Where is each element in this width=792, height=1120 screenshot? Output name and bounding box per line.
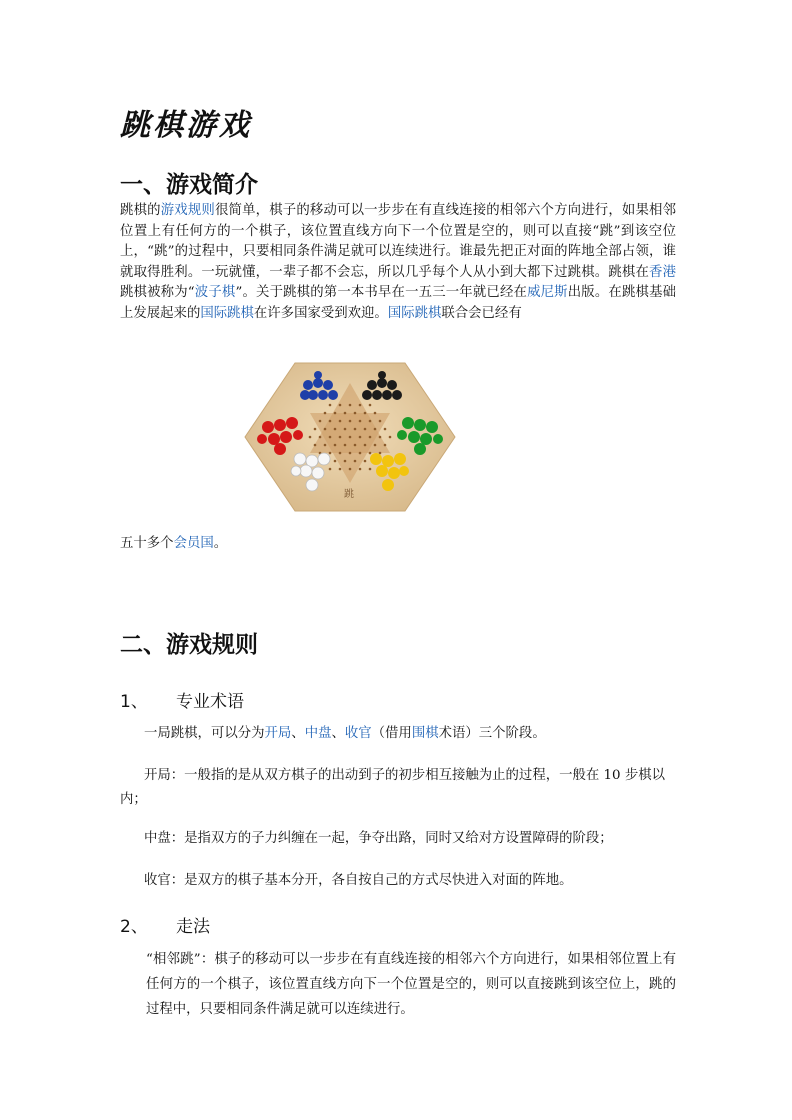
board-hole <box>329 436 332 439</box>
board-hole <box>364 412 367 415</box>
subheading-terms <box>120 687 244 712</box>
board-hole <box>369 404 372 407</box>
text-run: 很简单，棋子的移动可以一步步在有直线连接的相邻六个方向进行，如果相邻位置上有任何方的一个棋子，该位置直线方向下一个位置是空的，则可以直接“跳”到该空位上，“跳”的过程中，只要相同条件满足就可以连续进行。谁最先把正对面的阵地全部占领，谁就取得胜利。一玩就懂，一辈子都不会忘，所以几乎每个人从小到大都下过跳棋。跳棋在 <box>120 203 677 280</box>
board-hole <box>369 452 372 455</box>
text-run: 出版。在跳棋基础上发展起来的 <box>120 285 677 321</box>
intro-paragraph-continued <box>120 534 676 555</box>
board-hole <box>319 436 322 439</box>
board-hole <box>339 452 342 455</box>
board-hole <box>339 404 342 407</box>
inline-link[interactable]: 国际跳棋 <box>200 305 254 321</box>
board-hole <box>384 444 387 447</box>
board-hole <box>354 412 357 415</box>
text-run: 跳棋的 <box>120 203 161 218</box>
board-hole <box>359 404 362 407</box>
board-hole <box>384 428 387 431</box>
board-hole <box>354 460 357 463</box>
board-logo-mark: 跳 <box>344 489 354 500</box>
inline-link[interactable]: 威尼斯 <box>527 285 568 300</box>
board-hole <box>344 428 347 431</box>
board-hole <box>329 468 332 471</box>
intro-paragraph <box>120 201 676 324</box>
opening-paragraph: 开局：一般指的是从双方棋子的出动到子的初步相互接触为止的过程，一般在 10 步棋以内； <box>120 768 666 807</box>
inline-link[interactable]: 香港 <box>649 264 677 280</box>
section-heading-intro: 一、游戏简介 <box>120 172 258 198</box>
board-hole <box>319 420 322 423</box>
moves-paragraph: “相邻跳”：棋子的移动可以一步步在有直线连接的相邻六个方向进行，如果相邻位置上有任何方的一个棋子，该位置直线方向下一个位置是空的，则可以直接跳到该空位上，跳的过程中，只要相同条件满足就可以连续进行。 <box>146 952 676 1017</box>
board-hole <box>354 444 357 447</box>
board-hole <box>379 420 382 423</box>
board-hole <box>339 420 342 423</box>
document-title: 跳棋游戏 <box>120 108 252 143</box>
text-run: 。 <box>213 536 228 551</box>
endgame-paragraph: 收官：是双方的棋子基本分开，各自按自己的方式尽快进入对面的阵地。 <box>144 873 573 888</box>
text-run: 术语）三个阶段。 <box>438 726 546 741</box>
board-hole <box>364 460 367 463</box>
board-hole <box>334 412 337 415</box>
board-hole <box>344 444 347 447</box>
inline-link[interactable]: 波子棋 <box>194 285 236 300</box>
board-hole <box>339 468 342 471</box>
board-hole <box>364 444 367 447</box>
inline-link[interactable]: 会员国 <box>173 536 214 551</box>
board-hole <box>369 436 372 439</box>
board-hole <box>374 444 377 447</box>
board-hole <box>334 428 337 431</box>
board-hole <box>359 436 362 439</box>
board-hole <box>344 460 347 463</box>
board-hole <box>334 444 337 447</box>
text-run: 、 <box>291 726 305 741</box>
inline-link[interactable]: 国际跳棋 <box>387 305 442 321</box>
section-heading-rules: 二、游戏规则 <box>120 632 258 658</box>
text-run: 五十多个 <box>120 536 174 551</box>
subheading-moves <box>120 912 210 937</box>
text-run: 在许多国家受到欢迎。 <box>253 305 388 321</box>
inline-link[interactable]: 收官 <box>344 726 372 741</box>
board-hole <box>314 428 317 431</box>
board-hole <box>329 452 332 455</box>
board-hole <box>364 428 367 431</box>
board-hole <box>359 452 362 455</box>
board-hole <box>349 468 352 471</box>
text-run: 联合会已经有 <box>441 305 522 321</box>
board-hole <box>329 404 332 407</box>
text-run: 、 <box>331 726 345 741</box>
board-hole <box>309 436 312 439</box>
chinese-checkers-board-image <box>240 355 460 520</box>
board-hole <box>324 428 327 431</box>
board-hole <box>354 428 357 431</box>
subheading-number: 1、 <box>120 692 148 712</box>
board-hole <box>369 420 372 423</box>
text-run: （借用 <box>371 726 412 741</box>
board-hole <box>349 404 352 407</box>
subheading-number: 2、 <box>120 917 148 937</box>
board-hole <box>369 468 372 471</box>
board-hole <box>314 444 317 447</box>
board-hole <box>324 444 327 447</box>
subheading-label: 专业术语 <box>176 692 244 712</box>
inline-link[interactable]: 中盘 <box>304 726 332 741</box>
middle-game-paragraph: 中盘：是指双方的子力纠缠在一起，争夺出路，同时又给对方设置障碍的阶段； <box>144 831 613 846</box>
board-hole <box>329 420 332 423</box>
text-run: 一局跳棋，可以分为 <box>144 726 265 741</box>
board-hole <box>359 420 362 423</box>
board-hole <box>349 452 352 455</box>
board-hole <box>349 420 352 423</box>
terms-intro-paragraph <box>120 722 676 746</box>
board-hole <box>344 412 347 415</box>
subheading-label: 走法 <box>176 917 210 937</box>
board-hole <box>324 412 327 415</box>
text-run: ”。关于跳棋的第一本书早在一五三一年就已经在 <box>235 285 528 300</box>
board-hole <box>339 436 342 439</box>
board-hole <box>389 436 392 439</box>
board-hole <box>379 436 382 439</box>
board-hole <box>334 460 337 463</box>
board-hole <box>349 436 352 439</box>
board-hole <box>374 428 377 431</box>
inline-link[interactable]: 游戏规则 <box>160 203 215 218</box>
text-run: 跳棋被称为“ <box>120 285 195 300</box>
inline-link[interactable]: 围棋 <box>411 726 439 741</box>
board-hole <box>359 468 362 471</box>
inline-link[interactable]: 开局 <box>264 726 292 741</box>
board-hole <box>374 412 377 415</box>
